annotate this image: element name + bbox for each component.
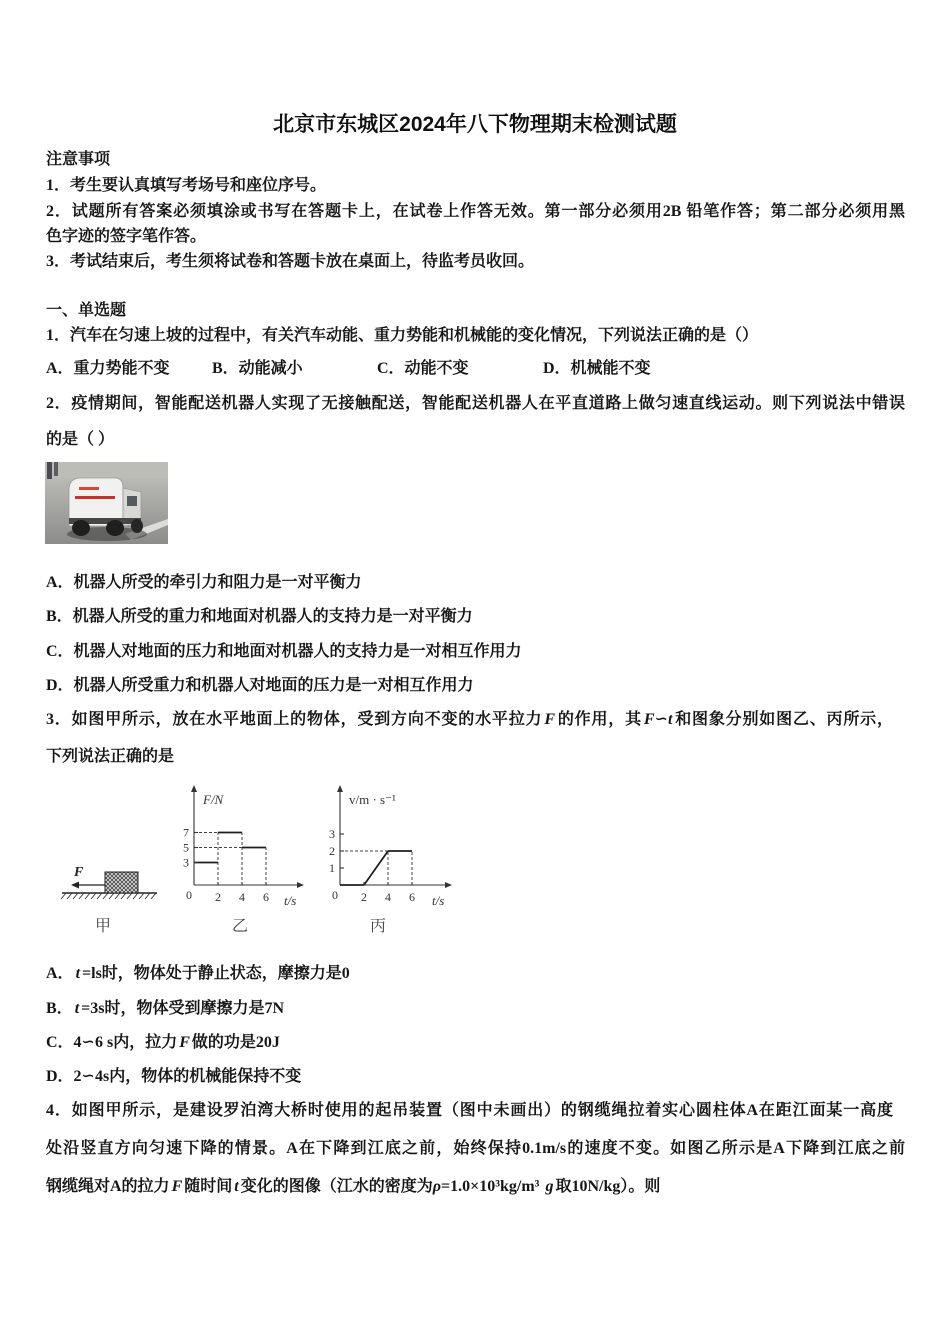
- q4-stem-line-2: 处沿竖直方向匀速下降的情景。A在下降到江底之前，始终保持0.1m/s的速度不变。如图乙所示是A下降到江底之前: [46, 1140, 905, 1157]
- x-axis-arrow: [445, 882, 452, 888]
- q4-text: 取10N/kg）。则: [555, 1178, 661, 1195]
- y-tick-label: 5: [183, 840, 189, 855]
- origin-label: 0: [332, 888, 338, 902]
- figure-caption: 丙: [369, 916, 387, 935]
- figure-caption: 乙: [231, 916, 249, 935]
- x-axis-label: t/s: [432, 893, 445, 908]
- time-symbol: t: [74, 1000, 80, 1017]
- option-text: C．4∽6 s内，拉力: [46, 1034, 178, 1051]
- notice-item-1: 1．考生要认真填写考场号和座位序号。: [46, 177, 327, 194]
- q2-option-a: A．机器人所受的牵引力和阻力是一对平衡力: [46, 574, 362, 591]
- data-segment: [364, 851, 388, 885]
- force-symbol: F: [171, 1178, 183, 1195]
- option-text: D．2∽4s内，物体的机械能保持不变: [46, 1068, 302, 1085]
- y-tick-label: 3: [329, 827, 335, 841]
- q2-option-d: D．机器人所受重力和机器人对地面的压力是一对相互作用力: [46, 677, 474, 694]
- y-tick-label: 2: [329, 844, 335, 858]
- x-tick-label: 6: [263, 890, 269, 904]
- option-text: A．: [46, 965, 74, 982]
- q4-text: 随时间: [184, 1178, 233, 1195]
- gravity-symbol: g: [545, 1178, 554, 1195]
- y-axis-label: F/N: [203, 792, 224, 807]
- option-text: =ls时，物体处于静止状态，摩擦力是0: [82, 965, 350, 982]
- q1-option-d: D．机械能不变: [543, 360, 651, 377]
- q4-text: =1.0×10³kg/m³: [440, 1178, 544, 1195]
- y-axis-label: v/m · s⁻¹: [349, 792, 396, 807]
- figure-caption: 甲: [94, 916, 112, 935]
- q4-text: 钢缆绳对A的拉力: [46, 1178, 170, 1195]
- q2-stem-line-2: 的是（ ）: [46, 431, 115, 448]
- q4-stem-line-1: 4．如图甲所示，是建设罗泊湾大桥时使用的起吊装置（图中未画出）的钢缆绳拉着实心圆柱体A在距江面某一高度: [46, 1102, 893, 1119]
- notice-item-2-line-1: 2．试题所有答案必须填涂或书写在答题卡上，在试卷上作答无效。第一部分必须用2B 铅笔作答；第二部分必须用黑: [46, 203, 905, 220]
- ground-hatching: [61, 893, 156, 899]
- x-tick-label: 4: [239, 890, 245, 904]
- f-t-symbol: F∽t: [643, 711, 673, 728]
- q2-stem-line-1: 2．疫情期间，智能配送机器人实现了无接触配送，智能配送机器人在平直道路上做匀速直线运动。则下列说法中错误: [46, 395, 905, 412]
- q3-stem-text: 3．如图甲所示，放在水平地面上的物体，受到方向不变的水平拉力: [46, 711, 543, 728]
- option-text: B．: [46, 1000, 73, 1017]
- block-object: [105, 872, 138, 893]
- x-tick-label: 6: [409, 890, 415, 904]
- q2-option-b: B．机器人所受的重力和地面对机器人的支持力是一对平衡力: [46, 608, 473, 625]
- x-tick-label: 4: [385, 890, 391, 904]
- q3-figures: [0, 780, 470, 945]
- force-arrow-head: [71, 882, 79, 889]
- notice-item-2-line-2: 色字迹的签字笔作答。: [46, 228, 207, 245]
- exam-title: 北京市东城区2024年八下物理期末检测试题: [273, 113, 677, 136]
- robot-red-stripe: [75, 496, 115, 499]
- robot-sensor-window: [127, 496, 137, 506]
- velocity-time-graph: [329, 785, 452, 935]
- density-symbol: ρ: [432, 1178, 441, 1195]
- y-tick-label: 7: [183, 825, 189, 840]
- option-text: =3s时，物体受到摩擦力是7N: [81, 1000, 285, 1017]
- robot-wheel: [106, 520, 124, 536]
- force-symbol: F: [544, 711, 556, 728]
- y-tick-label: 1: [329, 861, 335, 875]
- q3-stem-text: 的作用，其: [557, 711, 642, 728]
- time-symbol: t: [75, 965, 81, 982]
- q3-stem-text: 和图象分别如图乙、丙所示，: [674, 711, 893, 728]
- q4-text: 变化的图像（江水的密度为: [240, 1178, 433, 1195]
- q2-option-c: C．机器人对地面的压力和地面对机器人的支持力是一对相互作用力: [46, 643, 522, 660]
- force-symbol: F: [179, 1034, 190, 1051]
- x-axis-label: t/s: [284, 893, 297, 908]
- q1-stem: 1．汽车在匀速上坡的过程中，有关汽车动能、重力势能和机械能的变化情况，下列说法正确的是（）: [46, 327, 759, 344]
- robot-wheel: [72, 520, 90, 536]
- option-text: 做的功是20J: [191, 1034, 280, 1051]
- x-axis-arrow: [297, 882, 304, 888]
- q1-option-c: C．动能不变: [377, 360, 469, 377]
- force-label: F: [74, 865, 84, 880]
- y-tick-label: 3: [183, 855, 189, 870]
- q1-option-a: A．重力势能不变: [46, 360, 170, 377]
- background-wall: [45, 462, 168, 478]
- q3-option-a: [46, 964, 350, 984]
- q4-stem-line-3: [46, 1177, 660, 1197]
- q3-option-d: [46, 1067, 301, 1087]
- time-symbol: t: [234, 1178, 239, 1195]
- robot-wheel: [131, 519, 143, 533]
- q3-stem-line-1: [46, 710, 893, 730]
- origin-label: 0: [186, 888, 192, 902]
- notice-heading: 注意事项: [46, 151, 111, 168]
- x-tick-label: 2: [215, 890, 221, 904]
- q1-option-b: B．动能减小: [212, 360, 303, 377]
- force-time-graph: [183, 785, 304, 935]
- pedestrian-leg: [47, 462, 52, 479]
- q3-option-b: [46, 999, 284, 1019]
- q3-option-c: [46, 1033, 280, 1053]
- section-heading: 一、单选题: [46, 302, 127, 319]
- robot-logo: [79, 487, 99, 490]
- notice-item-3: 3．考试结束后，考生须将试卷和答题卡放在桌面上，待监考员收回。: [46, 253, 535, 270]
- y-axis-arrow: [337, 785, 343, 792]
- q3-stem-line-2: 下列说法正确的是: [46, 748, 175, 765]
- robot-photo: [45, 462, 168, 544]
- pedestrian-leg: [54, 462, 58, 476]
- x-tick-label: 2: [361, 890, 367, 904]
- y-axis-arrow: [191, 785, 197, 792]
- figure-jia-block-diagram: [61, 865, 157, 935]
